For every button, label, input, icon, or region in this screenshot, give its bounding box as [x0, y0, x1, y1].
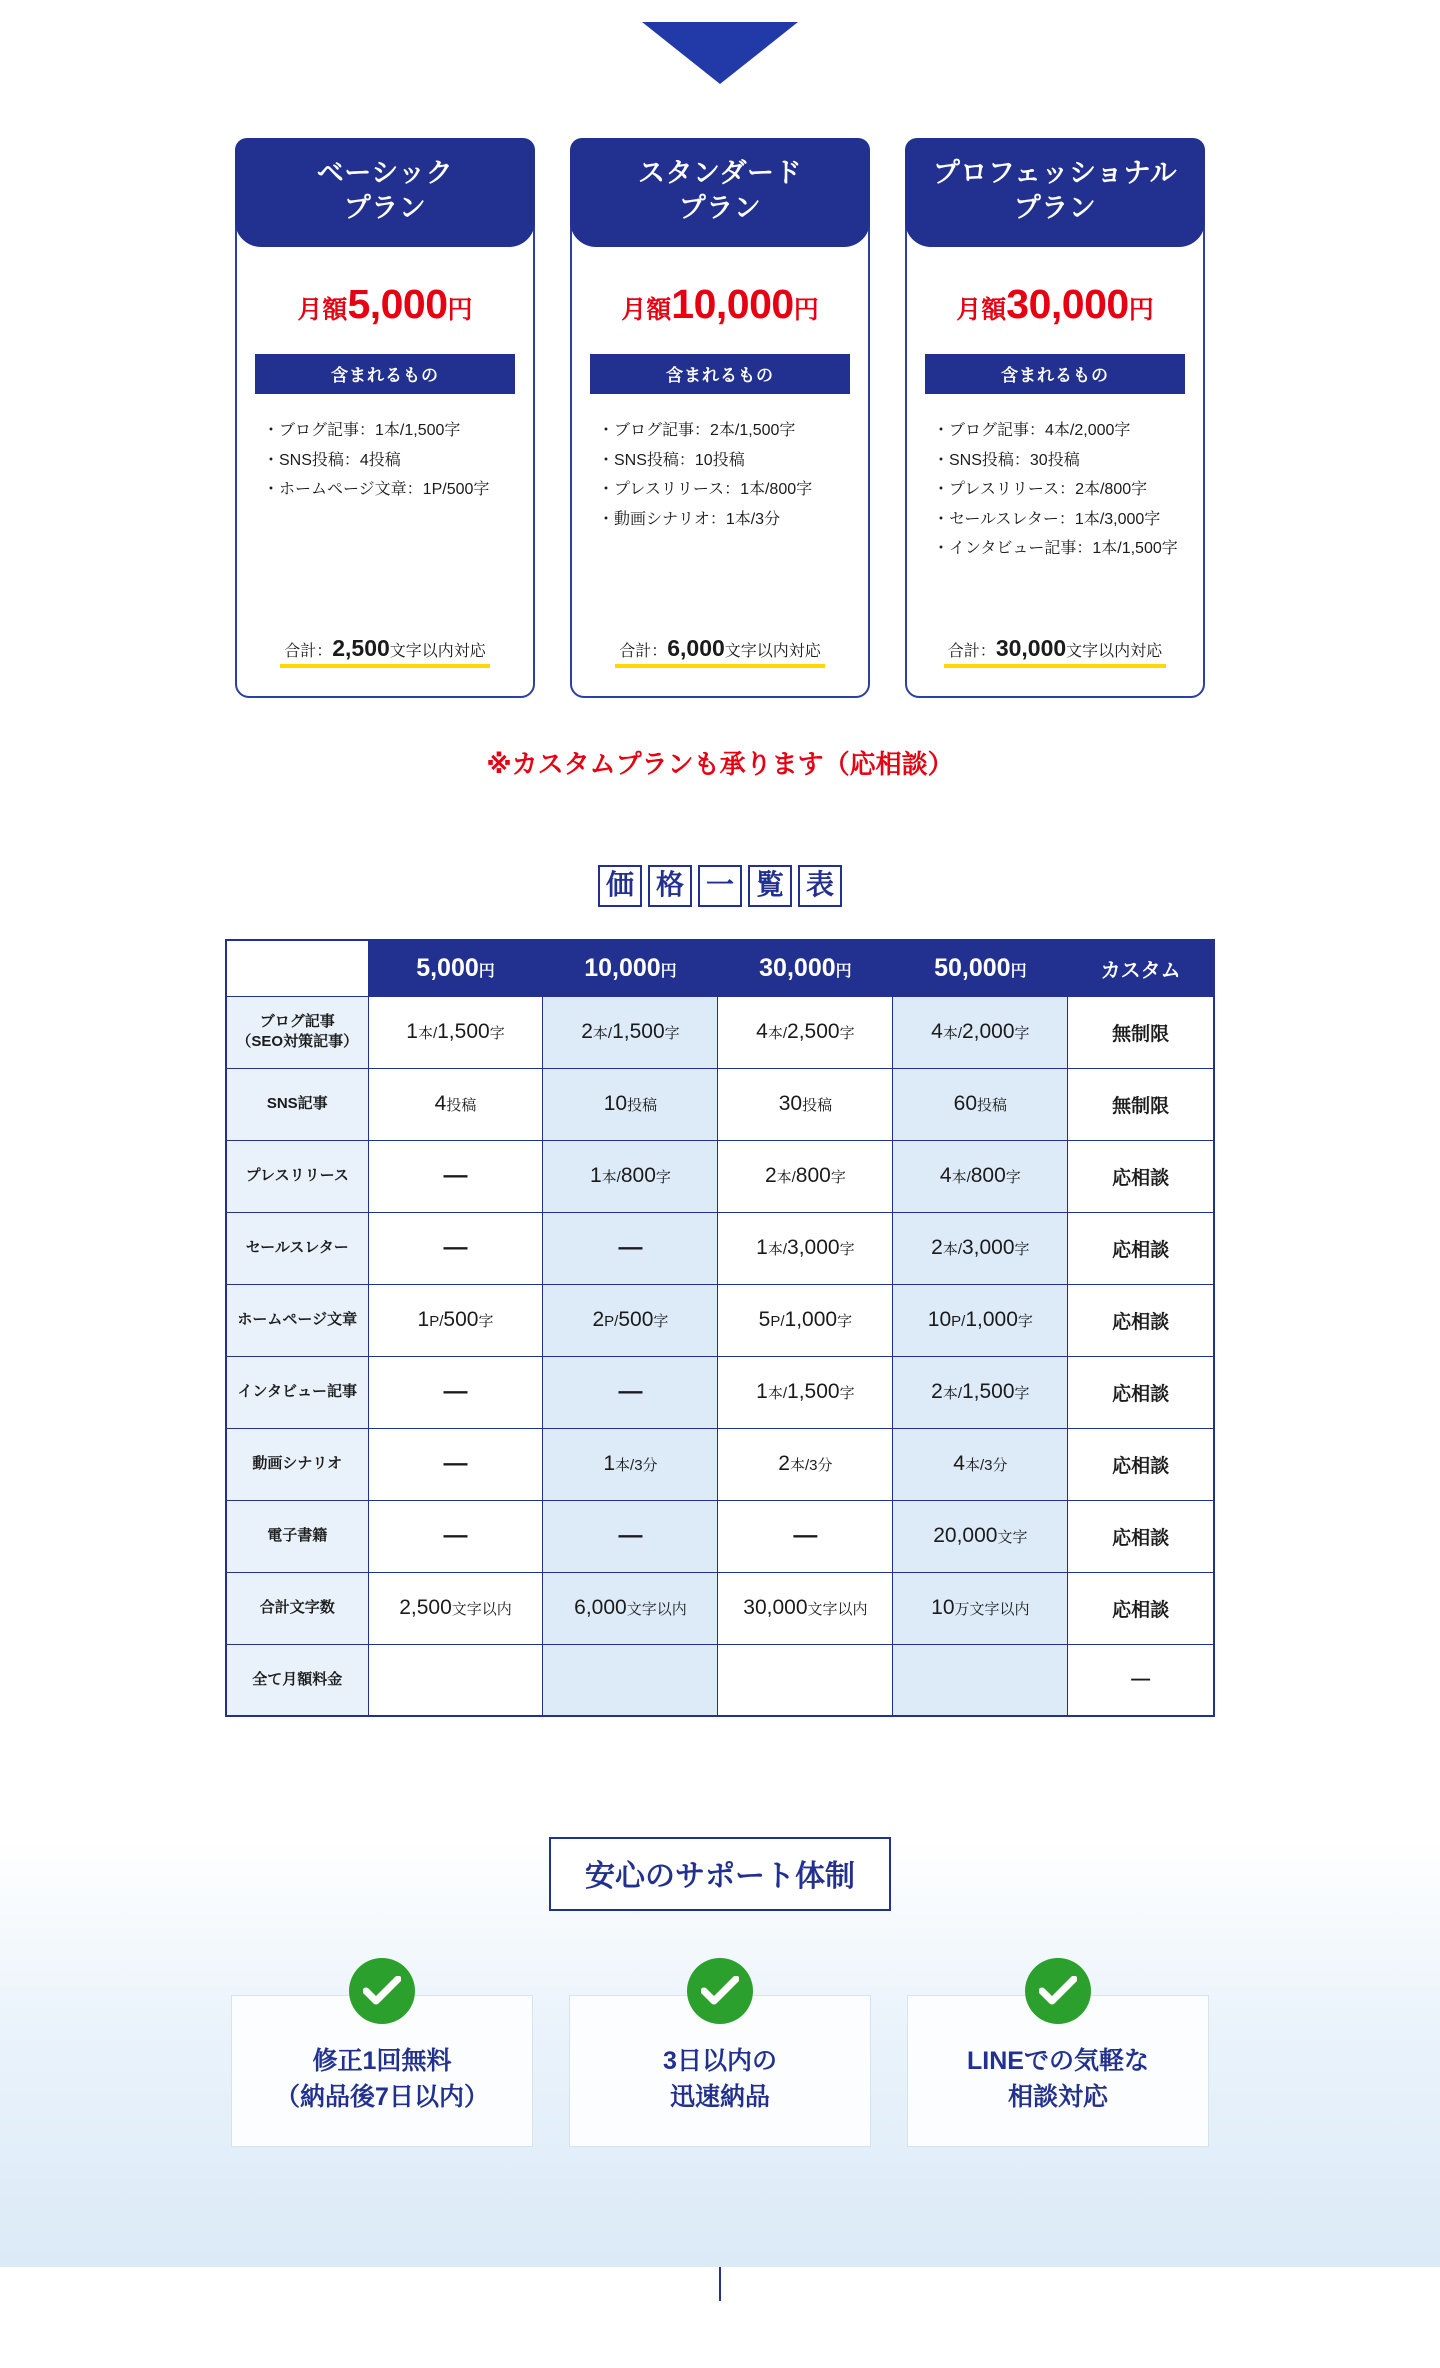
- row-header-line1: セールスレター: [245, 1238, 349, 1256]
- cell-num: 10: [603, 1092, 628, 1115]
- cell-num2: 500: [443, 1308, 479, 1331]
- plan-total-suffix: 文字以内対応: [724, 643, 821, 660]
- plan-feature: ・インタビュー記事：1本/1,500字: [933, 540, 1178, 558]
- table-cell: 応相談: [1068, 1284, 1214, 1356]
- table-cell: [893, 1140, 1068, 1212]
- table-cell: [543, 1284, 718, 1356]
- cell-num: 1: [589, 1164, 602, 1187]
- row-header: [226, 1140, 368, 1212]
- row-header-line1: 動画シナリオ: [252, 1454, 343, 1472]
- plan-feature: ・ホームページ文章：1P/500字: [263, 481, 490, 499]
- plan-total-label: 合計：: [947, 643, 996, 660]
- table-cell: [368, 996, 543, 1068]
- plan-feature-list: [933, 416, 1203, 564]
- support-card: [569, 1995, 871, 2147]
- price-table-header-row: [226, 940, 1214, 996]
- cell-num2: 800: [620, 1164, 656, 1187]
- plan-cards: [0, 138, 1440, 698]
- cell-unit: P/: [429, 1313, 444, 1330]
- plan-feature: ・SNS投稿：4投稿: [263, 451, 401, 469]
- price-table-head: [226, 940, 1214, 996]
- support-card-line1: 3日以内の: [663, 2046, 777, 2075]
- plan-feature: ・プレスリリース：2本/800字: [933, 481, 1148, 499]
- row-header-line1: プレスリリース: [245, 1166, 349, 1184]
- table-cell: 応相談: [1068, 1572, 1214, 1644]
- table-cell: [718, 1428, 893, 1500]
- plan-feature-list: [598, 416, 868, 534]
- plan-total-amount: 6,000: [667, 635, 725, 661]
- cell-unit2: 字: [478, 1313, 494, 1330]
- price-heading-char: 格: [648, 865, 692, 907]
- price-heading-char: 表: [798, 865, 842, 907]
- support-card: [907, 1995, 1209, 2147]
- row-header: [226, 1644, 368, 1716]
- row-header-line1: SNS記事: [266, 1094, 328, 1112]
- cell-unit: 投稿: [446, 1097, 477, 1114]
- plan-title: [570, 138, 870, 247]
- plan-price: [907, 281, 1203, 328]
- plan-price-label: 月額: [297, 296, 348, 325]
- table-cell: [893, 1572, 1068, 1644]
- row-header-line1: 全て月額料金: [252, 1670, 343, 1688]
- plan-price-amount: 10,000: [671, 281, 794, 328]
- table-cell: —: [368, 1212, 543, 1284]
- table-row: [226, 1428, 1214, 1500]
- cell-unit: 本/: [767, 1025, 788, 1042]
- table-cell: [893, 1500, 1068, 1572]
- cell-unit: 投稿: [977, 1097, 1008, 1114]
- cell-num2: 1,500: [787, 1380, 840, 1403]
- cell-num: 30: [778, 1092, 803, 1115]
- table-row: [226, 1284, 1214, 1356]
- cell-unit: P/: [770, 1313, 785, 1330]
- cell-num: 20,000: [933, 1524, 998, 1547]
- cell-unit: 本/: [767, 1241, 788, 1258]
- plan-title: [235, 138, 535, 247]
- plan-price: [572, 281, 868, 328]
- price-table-col-header: [1068, 940, 1214, 996]
- cell-unit: 文字以内: [626, 1601, 687, 1618]
- price-table-corner: [226, 940, 368, 996]
- bottom-divider-line: [719, 2267, 721, 2301]
- table-cell: [718, 1212, 893, 1284]
- cell-unit: 本/: [942, 1241, 962, 1258]
- cell-num: 2: [931, 1380, 943, 1403]
- check-circle-icon: [687, 1958, 753, 2024]
- table-cell: [543, 1572, 718, 1644]
- table-cell: 応相談: [1068, 1140, 1214, 1212]
- col-amount: カスタム: [1100, 959, 1181, 982]
- support-card-line1: 修正1回無料: [312, 2046, 452, 2075]
- table-cell: [368, 1068, 543, 1140]
- table-cell: 無制限: [1068, 996, 1214, 1068]
- table-cell: [543, 1644, 718, 1716]
- plan-feature: ・SNS投稿：10投稿: [598, 451, 745, 469]
- plan-title-line2: プラン: [1013, 192, 1097, 223]
- plan-card: [570, 138, 870, 698]
- plan-total-amount: 30,000: [995, 635, 1067, 661]
- col-unit: 円: [478, 962, 495, 980]
- price-table-wrap: [0, 939, 1440, 1717]
- cell-unit2: 字: [839, 1385, 855, 1402]
- cell-num: 1: [417, 1308, 430, 1331]
- plan-price-unit: 円: [447, 296, 473, 325]
- table-row: [226, 1140, 1214, 1212]
- table-row: [226, 1644, 1214, 1716]
- plan-total-amount: 2,500: [332, 635, 390, 661]
- table-cell: 応相談: [1068, 1500, 1214, 1572]
- cell-num: 4: [939, 1164, 952, 1187]
- support-card-line2: 迅速納品: [669, 2083, 770, 2111]
- support-card-label: [663, 2043, 777, 2116]
- cell-num: 1: [406, 1020, 418, 1043]
- table-cell: —: [368, 1500, 543, 1572]
- row-header-line1: ブログ記事: [259, 1012, 335, 1030]
- plan-card: [905, 138, 1205, 698]
- row-header-line1: ホームページ文章: [237, 1310, 358, 1328]
- plan-price-label: 月額: [956, 296, 1007, 325]
- cell-num: 1: [603, 1452, 616, 1475]
- plan-total-suffix: 文字以内対応: [389, 643, 486, 660]
- support-card-label: [967, 2043, 1149, 2116]
- cell-unit: 本/: [776, 1169, 796, 1186]
- support-cards: [0, 1995, 1440, 2147]
- plan-included-label: 含まれるもの: [255, 354, 515, 394]
- table-cell: —: [368, 1428, 543, 1500]
- table-cell: [543, 996, 718, 1068]
- cell-unit: 本/: [601, 1169, 621, 1186]
- cell-unit: 本/: [767, 1385, 788, 1402]
- cell-unit: 文字: [997, 1529, 1028, 1546]
- cell-unit: 万文字以内: [954, 1601, 1030, 1618]
- cell-unit2: 字: [1014, 1025, 1030, 1042]
- cell-unit: 本/: [417, 1025, 438, 1042]
- row-header-line1: 合計文字数: [259, 1598, 335, 1616]
- table-cell: [893, 996, 1068, 1068]
- price-table-body: [226, 996, 1214, 1716]
- cell-num: 5: [758, 1308, 771, 1331]
- cell-num: 2: [592, 1308, 605, 1331]
- cell-num2: 2,500: [787, 1020, 840, 1043]
- check-circle-icon: [1025, 1958, 1091, 2024]
- table-cell: [718, 1644, 893, 1716]
- cell-unit2: 字: [837, 1313, 853, 1330]
- table-cell: [543, 1140, 718, 1212]
- cell-num: 1: [756, 1236, 768, 1259]
- col-unit: 円: [1010, 962, 1027, 980]
- cell-num2: 1,500: [437, 1020, 490, 1043]
- cell-num: 4: [953, 1452, 965, 1475]
- cell-unit2: 字: [653, 1313, 669, 1330]
- col-amount: 5,000: [416, 953, 479, 982]
- cell-unit2: 字: [664, 1025, 680, 1042]
- cell-num: 10: [927, 1308, 952, 1331]
- table-row: [226, 1572, 1214, 1644]
- table-cell: [718, 1356, 893, 1428]
- support-card-line2: （納品後7日以内）: [275, 2083, 489, 2111]
- cell-num2: 500: [618, 1308, 654, 1331]
- price-table-heading: [0, 865, 1440, 907]
- plan-price-amount: 5,000: [347, 281, 448, 328]
- plan-price-amount: 30,000: [1006, 281, 1129, 328]
- plan-title-line2: プラン: [678, 192, 762, 223]
- cell-unit2: 字: [1017, 1313, 1033, 1330]
- cell-num: 2: [581, 1020, 593, 1043]
- plan-price-unit: 円: [793, 296, 819, 325]
- row-header-line2: （SEO対策記事）: [236, 1033, 359, 1050]
- cell-num2: 3,000: [787, 1236, 840, 1259]
- cell-unit: 本/: [942, 1385, 962, 1402]
- table-cell: [368, 1644, 543, 1716]
- cell-unit2: 字: [655, 1169, 671, 1186]
- down-arrow-icon: [642, 22, 798, 84]
- table-cell: 無制限: [1068, 1068, 1214, 1140]
- plan-price-label: 月額: [621, 296, 672, 325]
- cell-unit: 本/3分: [789, 1457, 833, 1474]
- cell-num: 4: [756, 1020, 768, 1043]
- row-header-line1: 電子書籍: [267, 1526, 328, 1544]
- cell-unit2: 字: [489, 1025, 505, 1042]
- cell-unit: 本/: [592, 1025, 613, 1042]
- table-cell: [893, 1356, 1068, 1428]
- table-cell: [718, 1068, 893, 1140]
- cell-num: 2: [764, 1164, 777, 1187]
- cell-num: 2: [778, 1452, 790, 1475]
- cell-num2: 1,000: [784, 1308, 838, 1331]
- plan-title-line2: プラン: [343, 192, 427, 223]
- cell-unit: 本/: [951, 1169, 971, 1186]
- cell-unit: 本/3分: [964, 1457, 1008, 1474]
- row-header: [226, 1500, 368, 1572]
- cell-num: 4: [931, 1020, 943, 1043]
- table-cell: [893, 1212, 1068, 1284]
- table-row: [226, 1068, 1214, 1140]
- table-cell: —: [368, 1356, 543, 1428]
- table-cell: [718, 996, 893, 1068]
- row-header: [226, 1284, 368, 1356]
- check-circle-icon: [349, 1958, 415, 2024]
- col-amount: 10,000: [584, 953, 661, 982]
- cell-num2: 1,500: [961, 1380, 1015, 1403]
- support-title: [0, 1837, 1440, 1911]
- plan-included-label: 含まれるもの: [590, 354, 850, 394]
- price-table-col-header: [893, 940, 1068, 996]
- cell-unit2: 字: [1005, 1169, 1021, 1186]
- table-cell: [543, 1068, 718, 1140]
- price-table-col-header: [543, 940, 718, 996]
- plan-feature: ・ブログ記事：2本/1,500字: [598, 422, 796, 440]
- plan-total: [907, 635, 1203, 668]
- plan-total-suffix: 文字以内対応: [1066, 643, 1163, 660]
- cell-unit2: 字: [1014, 1241, 1030, 1258]
- plan-included-label: 含まれるもの: [925, 354, 1185, 394]
- col-unit: 円: [835, 962, 852, 980]
- cell-unit: P/: [951, 1313, 966, 1330]
- price-table: [225, 939, 1215, 1717]
- table-cell: —: [543, 1212, 718, 1284]
- plan-feature: ・ブログ記事：4本/2,000字: [933, 422, 1131, 440]
- bottom-divider: [0, 2267, 1440, 2305]
- table-cell: 応相談: [1068, 1428, 1214, 1500]
- plan-feature: ・動画シナリオ：1本/3分: [598, 510, 781, 528]
- price-heading-char: 覧: [748, 865, 792, 907]
- cell-num2: 1,000: [965, 1308, 1018, 1331]
- table-cell: [718, 1572, 893, 1644]
- cell-num: 1: [756, 1380, 768, 1403]
- cell-num: 60: [953, 1092, 978, 1115]
- row-header-line1: インタビュー記事: [237, 1382, 357, 1400]
- plan-feature: ・プレスリリース：1本/800字: [598, 481, 813, 499]
- col-amount: 50,000: [934, 953, 1011, 982]
- table-row: [226, 1500, 1214, 1572]
- table-row: [226, 996, 1214, 1068]
- plan-price-unit: 円: [1128, 296, 1154, 325]
- plan-total: [572, 635, 868, 668]
- cell-unit: 本/: [942, 1025, 962, 1042]
- table-row: [226, 1356, 1214, 1428]
- price-heading-char: 価: [598, 865, 642, 907]
- support-card: [231, 1995, 533, 2147]
- cell-unit2: 字: [839, 1025, 855, 1042]
- row-header: [226, 1356, 368, 1428]
- cell-num: 4: [434, 1092, 447, 1115]
- table-cell: [718, 1284, 893, 1356]
- row-header: [226, 996, 368, 1068]
- price-heading-char: 一: [698, 865, 742, 907]
- table-cell: 応相談: [1068, 1212, 1214, 1284]
- table-cell: —: [543, 1500, 718, 1572]
- price-table-col-header: [718, 940, 893, 996]
- plan-title-line1: スタンダード: [638, 158, 802, 188]
- cell-num2: 2,000: [961, 1020, 1015, 1043]
- cell-unit: P/: [604, 1313, 619, 1330]
- cell-unit: 投稿: [802, 1097, 833, 1114]
- plan-feature: ・ブログ記事：1本/1,500字: [263, 422, 461, 440]
- table-cell: [893, 1644, 1068, 1716]
- row-header: [226, 1212, 368, 1284]
- plan-title: [905, 138, 1205, 247]
- plan-price: [237, 281, 533, 328]
- cell-num: 30,000: [743, 1596, 808, 1619]
- cell-unit2: 字: [839, 1241, 855, 1258]
- cell-unit: 本/3分: [615, 1457, 658, 1474]
- plan-card: [235, 138, 535, 698]
- cell-num2: 1,500: [612, 1020, 665, 1043]
- table-cell: —: [368, 1140, 543, 1212]
- support-card-line2: 相談対応: [1007, 2083, 1108, 2111]
- cell-num: 10: [931, 1596, 955, 1619]
- col-amount: 30,000: [759, 953, 836, 982]
- custom-plan-note: ※カスタムプランも承ります（応相談）: [486, 749, 954, 779]
- cell-num2: 800: [795, 1164, 831, 1187]
- support-title-label: 安心のサポート体制: [549, 1837, 891, 1911]
- cell-num: 2: [931, 1236, 943, 1259]
- table-cell: [893, 1428, 1068, 1500]
- table-cell: [368, 1284, 543, 1356]
- plan-title-line1: プロフェッショナル: [932, 158, 1178, 188]
- top-arrow-section: [0, 0, 1440, 120]
- table-cell: —: [718, 1500, 893, 1572]
- plan-feature-list: [263, 416, 533, 505]
- plan-total-label: 合計：: [619, 643, 668, 660]
- price-table-col-header: [368, 940, 543, 996]
- plan-title-line1: ベーシック: [316, 158, 454, 188]
- plan-total: [237, 635, 533, 668]
- plan-total-label: 合計：: [284, 643, 333, 660]
- col-unit: 円: [660, 962, 677, 980]
- table-cell: —: [543, 1356, 718, 1428]
- table-cell: [718, 1140, 893, 1212]
- cell-num: 6,000: [574, 1596, 627, 1619]
- cell-unit: 投稿: [627, 1097, 658, 1114]
- table-cell: [893, 1284, 1068, 1356]
- cell-num2: 800: [970, 1164, 1006, 1187]
- row-header: [226, 1428, 368, 1500]
- cell-num2: 3,000: [961, 1236, 1015, 1259]
- table-cell: 応相談: [1068, 1356, 1214, 1428]
- cell-unit: 文字以内: [451, 1601, 512, 1618]
- support-section: [0, 1837, 1440, 2267]
- cell-unit2: 字: [830, 1169, 846, 1186]
- cell-num: 2,500: [399, 1596, 452, 1619]
- table-cell: [543, 1428, 718, 1500]
- table-row: [226, 1212, 1214, 1284]
- table-cell: —: [1068, 1644, 1214, 1716]
- support-card-line1: LINEでの気軽な: [967, 2046, 1149, 2075]
- row-header: [226, 1572, 368, 1644]
- plan-feature: ・SNS投稿：30投稿: [933, 451, 1080, 469]
- cell-unit: 文字以内: [807, 1601, 868, 1618]
- cell-unit2: 字: [1014, 1385, 1030, 1402]
- table-cell: [893, 1068, 1068, 1140]
- support-card-label: [275, 2043, 489, 2116]
- table-cell: [368, 1572, 543, 1644]
- plan-feature: ・セールスレター：1本/3,000字: [933, 510, 1161, 528]
- row-header: [226, 1068, 368, 1140]
